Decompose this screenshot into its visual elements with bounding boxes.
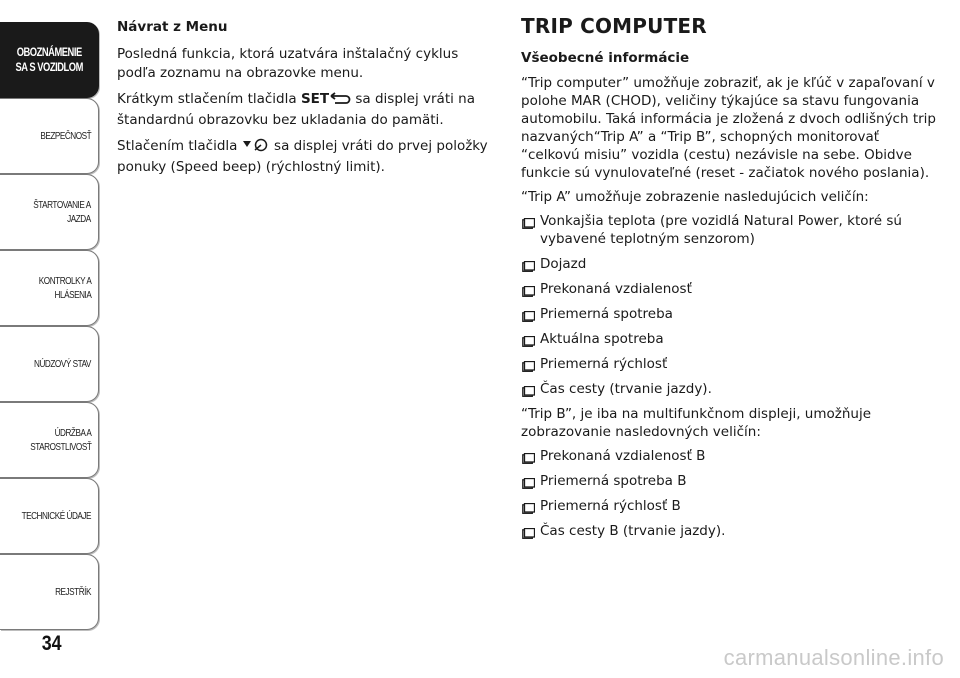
list-item: Vonkajšia teplota (pre vozidlá Natural Power, ktoré sú vybavené teplotným senzorom) xyxy=(521,212,941,248)
checkbox-bullet-icon xyxy=(522,501,535,512)
trip-a-list xyxy=(521,212,941,398)
checkbox-bullet-icon xyxy=(522,309,535,320)
list-item: Prekonaná vzdialenosť B xyxy=(521,447,941,465)
checkbox-bullet-icon xyxy=(522,359,535,370)
list-item: Dojazd xyxy=(521,255,941,273)
list-item: Priemerná rýchlosť B xyxy=(521,497,941,515)
checkbox-bullet-icon xyxy=(522,216,535,227)
paragraph: “Trip computer” umožňuje zobraziť, ak je kľúč v zapaľovaní v polohe MAR (CHOD), veličiny týkajúce sa stavu fungovania automobilu. Taká informácia je zložená z dvoch odlišných trip nazvaných“Trip A” a “Trip B”, schopných monitorovať “celkovú misiu” vozidla (cestu) nezávisle na sebe. Obidve funkcie sú vynulovateľné (reset - začiatok nového poslania). xyxy=(521,75,936,181)
list-item: Prekonaná vzdialenosť xyxy=(521,280,941,298)
subheading-general-info: Všeobecné informácie xyxy=(521,50,690,66)
left-column xyxy=(117,18,497,184)
set-key-label: SET xyxy=(300,91,330,107)
checkbox-bullet-icon xyxy=(522,259,535,270)
tab-kontrolky[interactable]: KONTROLKY A HLÁSENIA xyxy=(0,250,99,326)
list-item: Čas cesty (trvanie jazdy). xyxy=(521,380,941,398)
tab-startovanie[interactable]: ŠTARTOVANIE A JAZDA xyxy=(0,174,99,250)
tab-technicke-udaje[interactable]: TECHNICKÉ ÚDAJE xyxy=(0,478,99,554)
list-item: Čas cesty B (trvanie jazdy). xyxy=(521,522,941,540)
tab-bezpecnost[interactable]: BEZPEČNOSŤ xyxy=(0,98,99,174)
checkbox-bullet-icon xyxy=(522,451,535,462)
list-item: Aktuálna spotreba xyxy=(521,330,941,348)
tab-oboznamenie[interactable]: OBOZNÁMENIE SA S VOZIDLOM xyxy=(0,22,99,98)
tab-udrzba[interactable]: ÚDRŽBA A STAROSTLIVOSŤ xyxy=(0,402,99,478)
paragraph: Stlačením tlačidla sa displej vráti do prvej položky ponuky (Speed beep) (rýchlostný limit). xyxy=(117,138,488,175)
checkbox-bullet-icon xyxy=(522,384,535,395)
list-item: Priemerná spotreba B xyxy=(521,472,941,490)
down-arrow-dial-icon xyxy=(242,138,270,158)
return-arrow-icon xyxy=(329,92,351,111)
checkbox-bullet-icon xyxy=(522,476,535,487)
checkbox-bullet-icon xyxy=(522,284,535,295)
list-item: Priemerná rýchlosť xyxy=(521,355,941,373)
watermark: carmanualsonline.info xyxy=(723,645,944,670)
paragraph: Krátkym stlačením tlačidla SET sa displej vráti na štandardnú obrazovku bez ukladania do pamäti. xyxy=(117,91,475,128)
paragraph: “Trip A” umožňuje zobrazenie nasledujúcich veličín: xyxy=(521,189,869,205)
checkbox-bullet-icon xyxy=(522,526,535,537)
section-heading-navrat: Návrat z Menu xyxy=(117,19,228,35)
trip-b-list xyxy=(521,447,941,540)
tab-rejstrik[interactable]: REJSTŘÍK xyxy=(0,554,99,630)
checkbox-bullet-icon xyxy=(522,334,535,345)
list-item: Priemerná spotreba xyxy=(521,305,941,323)
tab-nudzovy-stav[interactable]: NÚDZOVÝ STAV xyxy=(0,326,99,402)
right-column xyxy=(521,14,941,547)
paragraph: Posledná funkcia, ktorá uzatvára inštalačný cyklus podľa zoznamu na obrazovke menu. xyxy=(117,46,459,81)
paragraph: “Trip B”, je iba na multifunkčnom displeji, umožňuje zobrazovanie nasledovných veličín: xyxy=(521,406,872,440)
section-title-trip-computer: TRIP COMPUTER xyxy=(521,14,707,38)
page-number: 34 xyxy=(41,632,62,655)
